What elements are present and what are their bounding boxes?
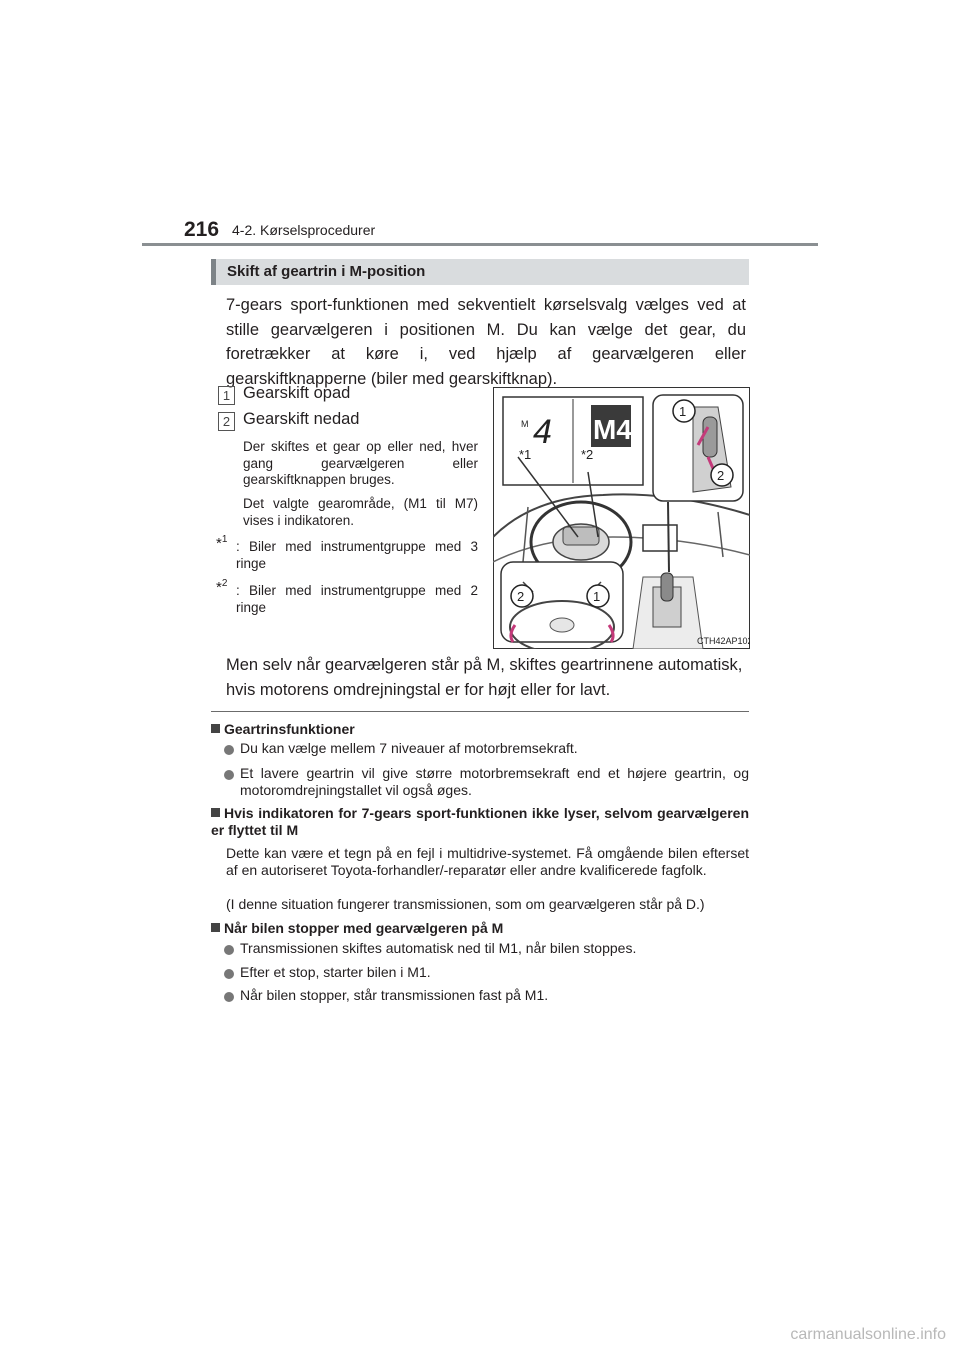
footnote-marker: *$^1$	[216, 534, 228, 552]
note-bullet: Efter et stop, starter bilen i M1.	[240, 964, 431, 980]
item-label-shift-down: Gearskift nedad	[243, 410, 360, 428]
star1-label: *1	[519, 447, 532, 462]
note-text: (I denne situation fungerer transmissionen, som om gearvælgeren står på D.)	[226, 896, 705, 912]
page-number: 216	[184, 218, 220, 241]
note-bullet: Et lavere geartrin vil give større motorbremsekraft end et højere geartrin, og motoromdrejningstallet vil også øges.	[240, 765, 749, 798]
callout-number: 1	[679, 404, 687, 419]
figure-code: CTH42AP102	[697, 636, 750, 646]
section-heading-box	[211, 259, 749, 285]
star2-label: *2	[581, 447, 594, 462]
outro-paragraph: Men selv når gearvælgeren står på M, skiftes geartrinnene automatisk, hvis motorens omdrejningstal er for højt eller for lavt.	[226, 656, 743, 699]
footnote-text: : Biler med instrumentgruppe med 2 ringe	[236, 583, 478, 615]
section-heading: Skift af geartrin i M-position	[227, 263, 426, 280]
callout-number: 1	[593, 589, 601, 604]
round-bullet-icon	[224, 742, 234, 760]
round-bullet-icon	[224, 989, 234, 1007]
round-bullet-icon	[224, 942, 234, 960]
item-number-box: 2	[218, 412, 235, 431]
note-heading: Når bilen stopper med gearvælgeren på M	[211, 920, 749, 937]
shift-description: Der skiftes et gear op eller ned, hver gang gearvælgeren eller gearskiftknappen bruges.	[243, 439, 478, 487]
notes-divider	[211, 711, 749, 712]
note-text: Dette kan være et tegn på en fejl i multidrive-systemet. Få omgående bilen efterset af en autoriseret Toyota-forhandler/-reparatør eller andre kvalificerede fagfolk.	[226, 845, 749, 878]
gear-shift-illustration	[493, 387, 750, 649]
round-bullet-icon	[224, 966, 234, 984]
note-heading: Hvis indikatoren for 7-gears sport-funktionen ikke lyser, selvom gearvælgeren er flyttet til M	[211, 805, 749, 838]
note-bullet: Når bilen stopper, står transmissionen fast på M1.	[240, 987, 549, 1003]
illustration-svg	[493, 387, 750, 649]
round-bullet-icon	[224, 767, 234, 785]
square-bullet-icon	[211, 923, 220, 932]
intro-paragraph: 7-gears sport-funktionen med sekventielt kørselsvalg vælges ved at stille gearvælgeren i positionen M. Du kan vælge det gear, du foretrækker at køre i, ved hjælp af gearvælgeren eller gearskiftknapperne (biler med gearskiftknap).	[226, 296, 746, 388]
note-bullet: Transmissionen skiftes automatisk ned til M1, når bilen stoppes.	[240, 940, 637, 956]
watermark: carmanualsonline.info	[790, 1326, 946, 1343]
square-bullet-icon	[211, 724, 220, 733]
square-bullet-icon	[211, 808, 220, 817]
m4-display: M4	[593, 414, 632, 445]
header-rule	[142, 243, 818, 246]
callout-number: 2	[717, 468, 725, 483]
item-label-shift-up: Gearskift opad	[243, 384, 351, 402]
m-label: M	[521, 419, 529, 429]
section-title: 4-2. Kørselsprocedurer	[232, 222, 376, 238]
footnote-marker: *$^2$	[216, 578, 228, 596]
item-number-box: 1	[218, 386, 235, 405]
note-bullet: Du kan vælge mellem 7 niveauer af motorbremsekraft.	[240, 740, 578, 756]
footnote-text: : Biler med instrumentgruppe med 3 ringe	[236, 539, 478, 571]
callout-number: 2	[517, 589, 525, 604]
note-heading: Geartrinsfunktioner	[211, 721, 749, 738]
gear-digit: 4	[533, 413, 552, 451]
gear-range-description: Det valgte gearområde, (M1 til M7) vises i indikatoren.	[243, 496, 478, 528]
